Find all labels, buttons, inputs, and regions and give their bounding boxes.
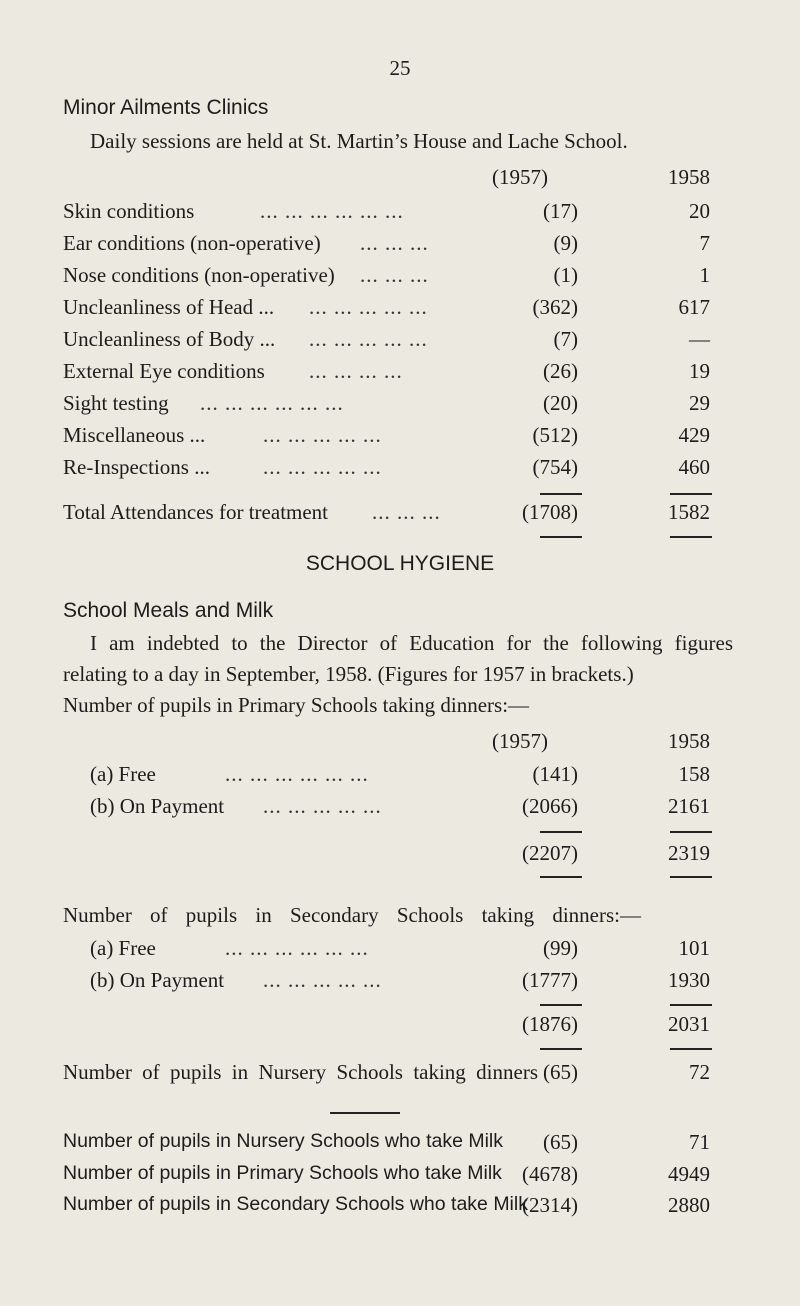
leader-dots: ... ... ... ... ... ... <box>200 391 344 415</box>
value-1957: (7) <box>553 327 578 351</box>
row-label: Ear conditions (non-operative) <box>63 231 321 255</box>
value-1957: (2314) <box>522 1193 578 1217</box>
value-1958: 19 <box>689 359 710 383</box>
primary-intro: Number of pupils in Primary Schools taking dinners:— <box>63 693 530 717</box>
row-label: (a) Free <box>90 936 156 960</box>
row-label: Number of pupils in Secondary Schools who take Milk <box>63 1193 528 1215</box>
leader-dots: ... ... ... ... ... <box>309 327 428 351</box>
page-number: 25 <box>389 56 411 80</box>
section-divider <box>330 1112 400 1114</box>
row-label: Skin conditions <box>63 199 195 223</box>
column-header-1957: (1957) <box>492 165 548 189</box>
value-1958: 2161 <box>668 794 710 818</box>
value-1958: 29 <box>689 391 710 415</box>
leader-dots: ... ... ... <box>372 500 441 524</box>
column-header-1958: 1958 <box>668 729 710 753</box>
divider <box>670 1048 712 1050</box>
leader-dots: ... ... ... ... ... ... <box>225 762 369 786</box>
leader-dots: ... ... ... ... ... <box>309 295 428 319</box>
value-1958: 2880 <box>668 1193 710 1217</box>
row-label: Uncleanliness of Head ... <box>63 295 275 319</box>
divider <box>540 536 582 538</box>
value-1957: (4678) <box>522 1162 578 1186</box>
secondary-intro: Number of pupils in Secondary Schools taking dinners:— <box>63 903 641 927</box>
value-1957: (65) <box>543 1130 578 1154</box>
column-header-1957: (1957) <box>492 729 548 753</box>
row-label: Number of pupils in Nursery Schools taking dinners <box>63 1060 538 1084</box>
leader-dots: ... ... ... <box>360 263 429 287</box>
value-1958: 72 <box>689 1060 710 1084</box>
column-header-1958: 1958 <box>668 165 710 189</box>
row-label: (a) Free <box>90 762 156 786</box>
section-heading-clinics: Minor Ailments Clinics <box>63 96 269 119</box>
leader-dots: ... ... ... ... ... ... <box>225 936 369 960</box>
divider <box>540 1048 582 1050</box>
row-label: Number of pupils in Primary Schools who take Milk <box>63 1162 502 1184</box>
value-1958: 20 <box>689 199 710 223</box>
row-label: Miscellaneous ... <box>63 423 206 447</box>
divider <box>670 1004 712 1006</box>
row-label: Uncleanliness of Body ... <box>63 327 276 351</box>
row-label: (b) On Payment <box>90 794 225 818</box>
value-1957: (754) <box>532 455 578 479</box>
divider <box>670 831 712 833</box>
total-1957: (1708) <box>522 500 578 524</box>
value-1958: 158 <box>678 762 710 786</box>
value-1958: 4949 <box>668 1162 710 1186</box>
value-1957: (2066) <box>522 794 578 818</box>
value-1957: (20) <box>543 391 578 415</box>
divider <box>540 876 582 878</box>
leader-dots: ... ... ... ... ... <box>263 794 382 818</box>
clinics-intro: Daily sessions are held at St. Martin’s House and Lache School. <box>90 129 628 153</box>
value-1958: 1 <box>699 263 710 287</box>
value-1957: (1777) <box>522 968 578 992</box>
value-1957: (141) <box>532 762 578 786</box>
value-1957: (17) <box>543 199 578 223</box>
divider <box>670 493 712 495</box>
value-1958: 429 <box>678 423 710 447</box>
leader-dots: ... ... ... ... ... <box>263 455 382 479</box>
paragraph-line: I am indebted to the Director of Education for the following figures <box>90 631 733 655</box>
total-1957: (2207) <box>522 841 578 865</box>
total-1958: 1582 <box>668 500 710 524</box>
divider <box>670 876 712 878</box>
value-1958: 101 <box>678 936 710 960</box>
value-1958: 71 <box>689 1130 710 1154</box>
row-label: (b) On Payment <box>90 968 225 992</box>
subheading-meals-milk: School Meals and Milk <box>63 599 274 622</box>
value-1957: (9) <box>553 231 578 255</box>
value-1957: (1) <box>553 263 578 287</box>
total-1958: 2319 <box>668 841 710 865</box>
row-label: Re-Inspections ... <box>63 455 210 479</box>
value-1957: (65) <box>543 1060 578 1084</box>
leader-dots: ... ... ... ... ... <box>263 968 382 992</box>
row-label: Number of pupils in Nursery Schools who take Milk <box>63 1130 504 1152</box>
value-1957: (26) <box>543 359 578 383</box>
value-1958: 617 <box>678 295 710 319</box>
row-label: Sight testing <box>63 391 169 415</box>
value-1958: 1930 <box>668 968 710 992</box>
row-label: External Eye conditions <box>63 359 265 383</box>
leader-dots: ... ... ... ... ... <box>263 423 382 447</box>
leader-dots: ... ... ... ... ... ... <box>260 199 404 223</box>
divider <box>540 831 582 833</box>
leader-dots: ... ... ... ... <box>309 359 403 383</box>
total-label: Total Attendances for treatment <box>63 500 329 524</box>
total-1958: 2031 <box>668 1012 710 1036</box>
total-1957: (1876) <box>522 1012 578 1036</box>
value-1957: (362) <box>532 295 578 319</box>
row-label: Nose conditions (non-operative) <box>63 263 335 287</box>
value-1958: 7 <box>699 231 710 255</box>
section-heading-hygiene: SCHOOL HYGIENE <box>305 552 495 575</box>
divider <box>540 1004 582 1006</box>
paragraph-line: relating to a day in September, 1958. (Figures for 1957 in brackets.) <box>63 662 634 686</box>
divider <box>670 536 712 538</box>
value-1958: — <box>689 327 710 351</box>
divider <box>540 493 582 495</box>
value-1957: (99) <box>543 936 578 960</box>
value-1958: 460 <box>678 455 710 479</box>
leader-dots: ... ... ... <box>360 231 429 255</box>
value-1957: (512) <box>532 423 578 447</box>
